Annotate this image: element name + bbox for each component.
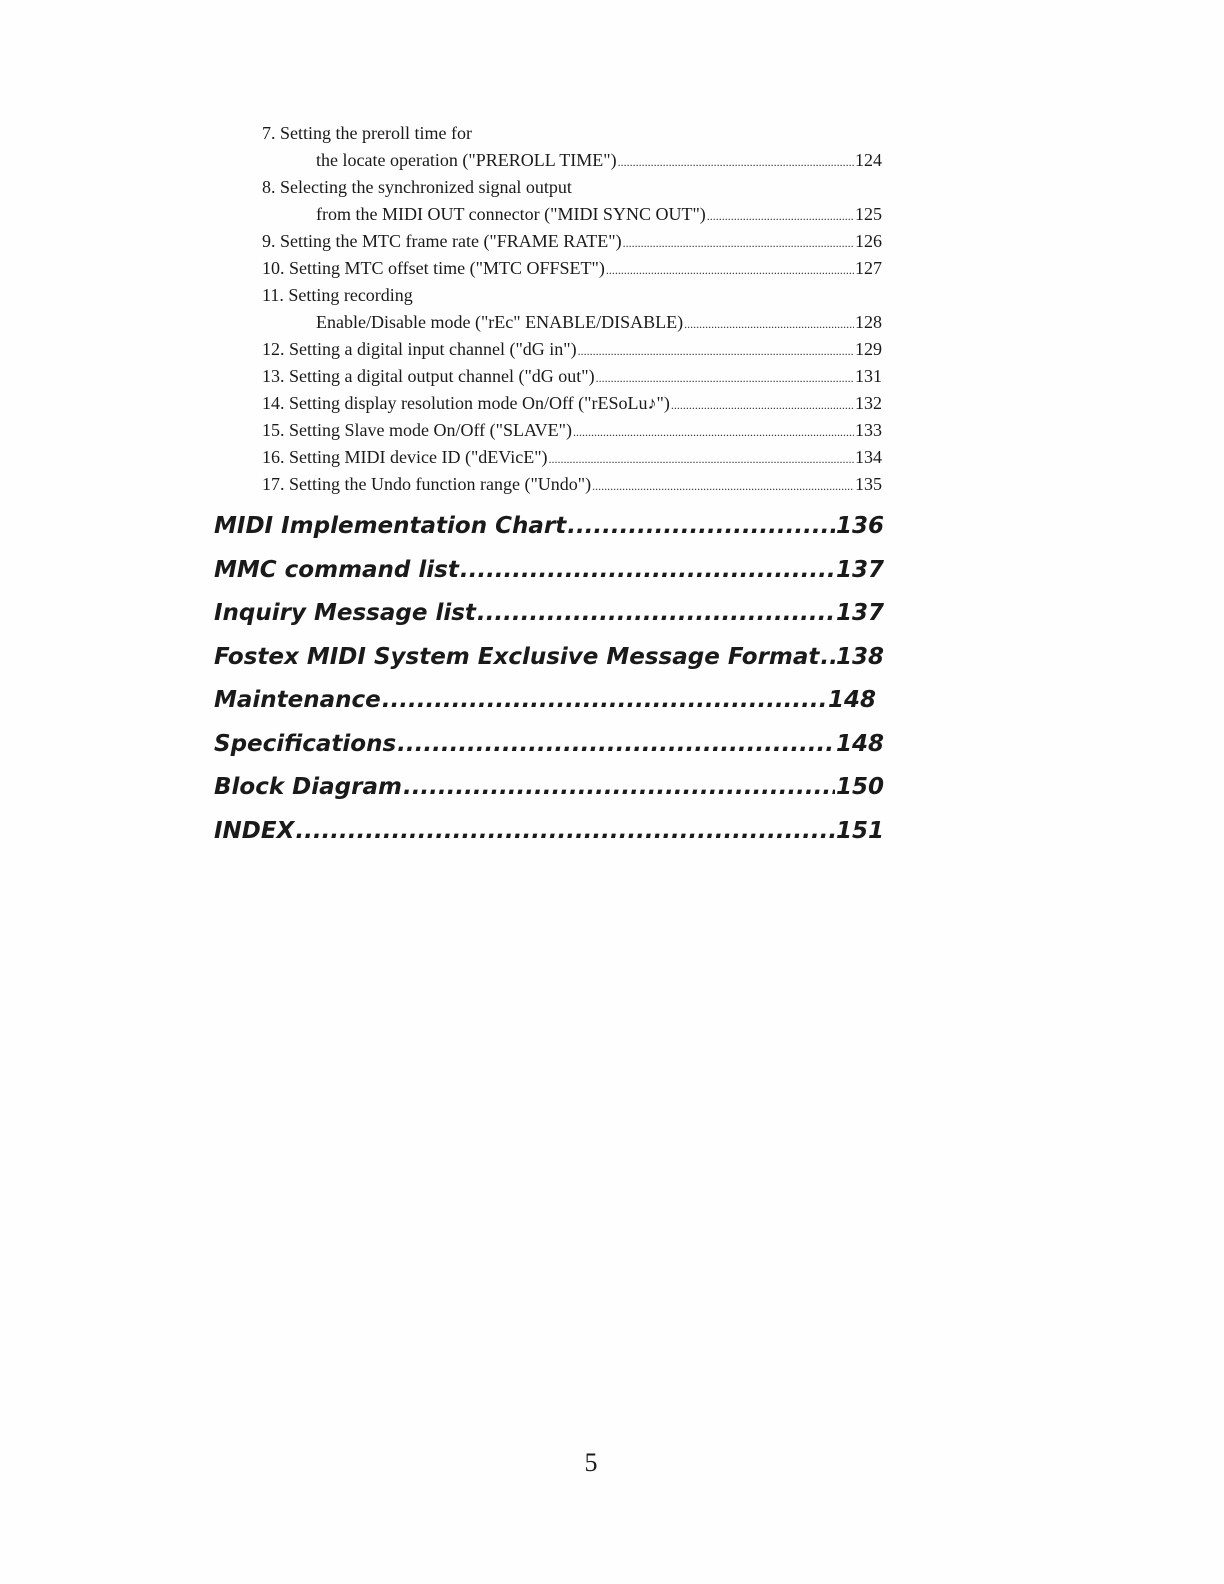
toc-main-entry-title: MMC command list bbox=[214, 556, 459, 583]
dot-leader bbox=[397, 723, 835, 767]
toc-subentry-line bbox=[262, 174, 882, 201]
toc-subentry-line bbox=[262, 444, 882, 471]
dot-leader bbox=[623, 230, 854, 257]
dot-leader bbox=[707, 203, 854, 230]
toc-page-ref: 126 bbox=[855, 231, 882, 251]
toc-subentry-text: 16. Setting MIDI device ID ("dEVicE") bbox=[262, 447, 548, 467]
toc-page-ref: 133 bbox=[855, 420, 882, 440]
toc-main-entry bbox=[214, 810, 884, 854]
toc-subentry-line bbox=[262, 120, 882, 147]
toc-subentry-line bbox=[262, 228, 882, 255]
toc-subentry-text: 14. Setting display resolution mode On/Off ("rESoLu♪") bbox=[262, 393, 670, 413]
toc-page-ref: 135 bbox=[855, 474, 882, 494]
toc-page-ref: 137 bbox=[835, 556, 884, 583]
toc-subentry-text: 8. Selecting the synchronized signal output bbox=[262, 177, 572, 197]
dot-leader bbox=[382, 679, 827, 723]
toc-page-ref: 128 bbox=[855, 312, 882, 332]
toc-subentry-text: Enable/Disable mode ("rEc" ENABLE/DISABLE) bbox=[316, 312, 684, 332]
toc-main-entry-title: Maintenance bbox=[214, 687, 381, 713]
dot-leader bbox=[684, 311, 854, 338]
toc-subentry-text: from the MIDI OUT connector ("MIDI SYNC OUT") bbox=[316, 204, 706, 224]
dot-leader bbox=[477, 592, 835, 636]
toc-subentry-line bbox=[262, 417, 882, 444]
toc-main-entry-title: Fostex MIDI System Exclusive Message Format bbox=[214, 643, 820, 670]
toc-page-ref: 134 bbox=[855, 447, 882, 467]
toc-main-entry bbox=[214, 766, 884, 810]
toc-page-ref: 132 bbox=[855, 393, 882, 413]
toc-page-ref: 136 bbox=[835, 513, 884, 539]
toc-subentry-line bbox=[262, 282, 882, 309]
dot-leader bbox=[671, 392, 854, 419]
toc-subentry-line bbox=[262, 309, 882, 336]
toc-subentry-line bbox=[262, 201, 882, 228]
dot-leader bbox=[820, 636, 835, 680]
toc-subentry-list bbox=[262, 120, 882, 498]
toc-subentry-text: 15. Setting Slave mode On/Off ("SLAVE") bbox=[262, 420, 573, 440]
toc-main-entry bbox=[214, 505, 884, 549]
toc-subentry-line bbox=[262, 390, 882, 417]
toc-main-entry-title: Block Diagram bbox=[214, 774, 402, 800]
toc-subentry-text: 11. Setting recording bbox=[262, 285, 413, 305]
page-number: 5 bbox=[584, 1448, 598, 1477]
dot-leader bbox=[596, 365, 854, 392]
toc-page-ref: 148 bbox=[827, 687, 876, 713]
dot-leader bbox=[618, 149, 854, 176]
toc-main-entry bbox=[214, 549, 884, 593]
toc-main-entry bbox=[214, 636, 884, 680]
toc-subentry-text: the locate operation ("PREROLL TIME") bbox=[316, 150, 617, 170]
toc-subentry-line bbox=[262, 363, 882, 390]
toc-main-entry-title: Inquiry Message list bbox=[214, 600, 476, 626]
toc-subentry-line bbox=[262, 471, 882, 498]
toc-subentry-line bbox=[262, 147, 882, 174]
toc-page-ref: 129 bbox=[855, 339, 882, 359]
toc-page-ref: 125 bbox=[855, 204, 882, 224]
toc-subentry-text: 10. Setting MTC offset time ("MTC OFFSET") bbox=[262, 258, 605, 278]
toc-page-ref: 148 bbox=[835, 730, 884, 757]
toc-page-ref: 127 bbox=[855, 258, 882, 278]
toc-subentry-text: 9. Setting the MTC frame rate ("FRAME RATE") bbox=[262, 231, 622, 251]
dot-leader bbox=[403, 766, 835, 810]
toc-main-entry-title: MIDI Implementation Chart bbox=[214, 513, 567, 539]
dot-leader bbox=[549, 446, 854, 473]
dot-leader bbox=[573, 419, 854, 446]
dot-leader bbox=[592, 473, 854, 500]
toc-page-ref: 124 bbox=[855, 150, 882, 170]
toc-page-ref: 137 bbox=[835, 600, 884, 626]
dot-leader bbox=[460, 549, 835, 593]
toc-subentry-text: 17. Setting the Undo function range ("Undo") bbox=[262, 474, 592, 494]
toc-subentry-line bbox=[262, 255, 882, 282]
toc-main-entry-title: INDEX bbox=[214, 817, 295, 844]
toc-main-entry bbox=[214, 592, 884, 636]
toc-main-entry bbox=[214, 679, 876, 723]
toc-page-ref: 131 bbox=[855, 366, 882, 386]
dot-leader bbox=[295, 810, 835, 854]
toc-subentry-text: 13. Setting a digital output channel ("dG out") bbox=[262, 366, 595, 386]
dot-leader bbox=[578, 338, 854, 365]
toc-page-ref: 150 bbox=[835, 774, 884, 800]
dot-leader bbox=[606, 257, 854, 284]
dot-leader bbox=[567, 505, 835, 549]
toc-subentry-text: 7. Setting the preroll time for bbox=[262, 123, 472, 143]
toc-page-ref: 151 bbox=[835, 817, 884, 844]
toc-main-entry-list bbox=[214, 505, 884, 853]
toc-subentry-text: 12. Setting a digital input channel ("dG in") bbox=[262, 339, 577, 359]
toc-page-ref: 138 bbox=[835, 643, 884, 670]
toc-subentry-line bbox=[262, 336, 882, 363]
toc-main-entry bbox=[214, 723, 884, 767]
toc-main-entry-title: Specifications bbox=[214, 730, 397, 757]
